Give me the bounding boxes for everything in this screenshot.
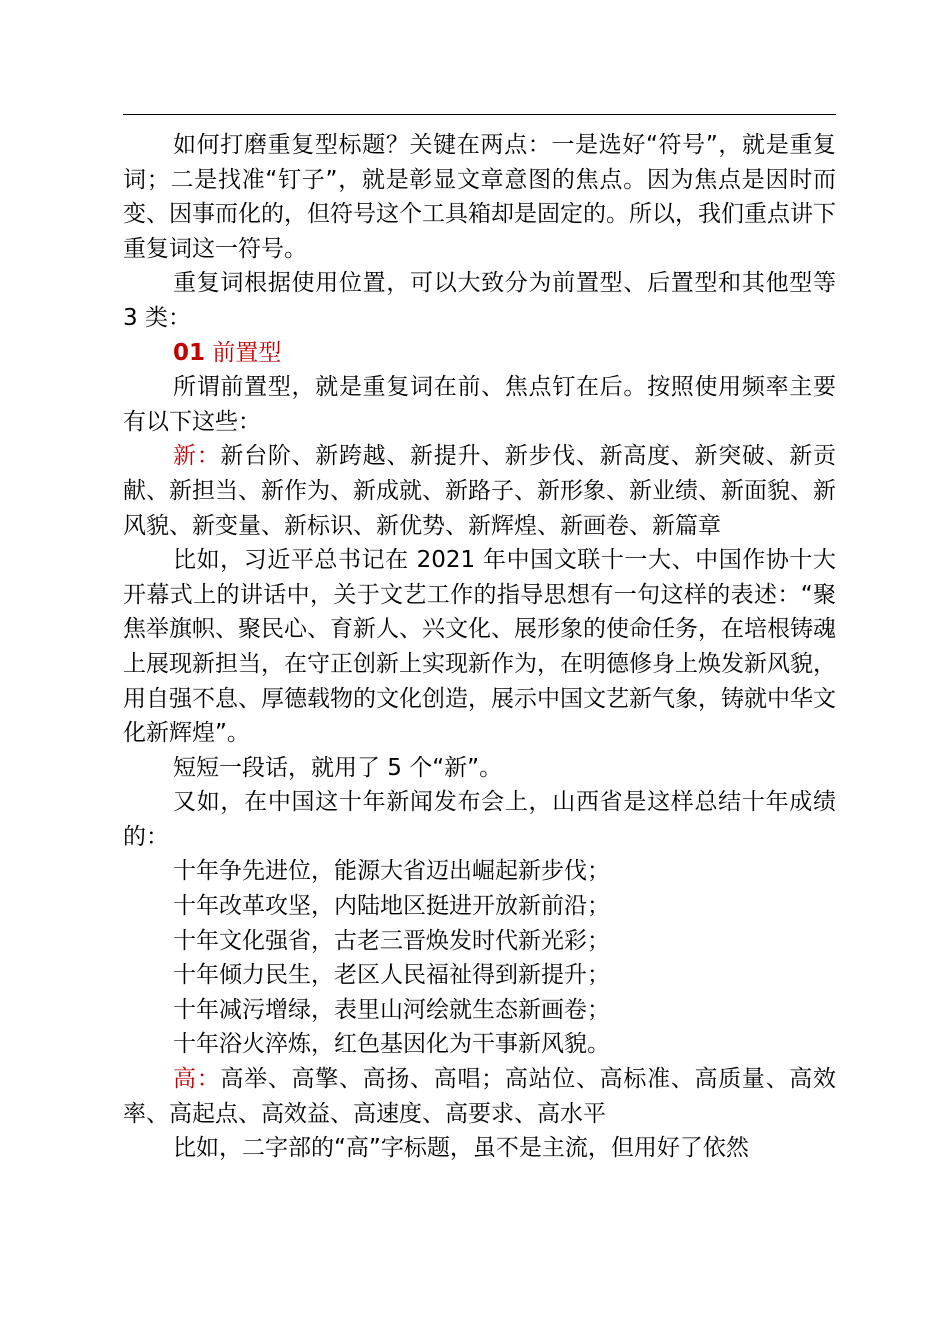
- new-terms-text: 新台阶、新跨越、新提升、新步伐、新高度、新突破、新贡献、新担当、新作为、新成就、新路子、新形象、新业绩、新面貌、新风貌、新变量、新标识、新优势、新辉煌、新画卷、新篇章: [123, 443, 837, 539]
- paragraph-categories: 重复词根据使用位置，可以大致分为前置型、后置型和其他型等 3 类：: [123, 270, 836, 331]
- paragraph-prefix-definition: 所谓前置型，就是重复词在前、焦点钉在后。按照使用频率主要有以下这些：: [123, 374, 836, 435]
- high-terms-list: [123, 1062, 836, 1131]
- new-terms-label: 新：: [173, 443, 221, 470]
- high-terms-label: 高：: [173, 1066, 221, 1093]
- paragraph-intro: 如何打磨重复型标题？关键在两点：一是选好“符号”，就是重复词；二是找准“钉子”，就是彰显文章意图的焦点。因为焦点是因时而变、因事而化的，但符号这个工具箱却是固定的。所以，我们重点讲下重复词这一符号。: [123, 132, 836, 262]
- high-terms-text: 高举、高擎、高扬、高唱；高站位、高标准、高质量、高效率、高起点、高效益、高速度、高要求、高水平: [123, 1066, 837, 1127]
- shanxi-line-1: 十年争先进位，能源大省迈出崛起新步伐；: [173, 858, 610, 885]
- section-heading-number: 01: [173, 339, 206, 366]
- section-heading: [123, 336, 836, 371]
- paragraph-example-shanxi: 又如，在中国这十年新闻发布会上，山西省是这样总结十年成绩的：: [123, 789, 836, 850]
- shanxi-line-5: 十年减污增绿，表里山河绘就生态新画卷；: [173, 996, 610, 1023]
- section-heading-text: 前置型: [212, 339, 282, 366]
- shanxi-line-6: 十年浴火淬炼，红色基因化为干事新风貌。: [173, 1031, 610, 1058]
- paragraph-example-speech: 比如，习近平总书记在 2021 年中国文联十一大、中国作协十大开幕式上的讲话中，关于文艺工作的指导思想有一句这样的表述：“聚焦举旗帜、聚民心、育新人、兴文化、展形象的使命任务，在培根铸魂上展现新担当，在守正创新上实现新作为，在明德修身上焕发新风貌，用自强不息、厚德载物的文化创造，展示中国文艺新气象，铸就中华文化新辉煌”。: [123, 547, 836, 747]
- paragraph-count-note: 短短一段话，就用了 5 个“新”。: [173, 754, 503, 781]
- new-terms-list: [123, 439, 836, 543]
- document-body: [123, 128, 836, 1166]
- shanxi-line-3: 十年文化强省，古老三晋焕发时代新光彩；: [173, 927, 610, 954]
- paragraph-high-example: 比如，二字部的“高”字标题，虽不是主流，但用好了依然: [173, 1135, 749, 1162]
- shanxi-line-2: 十年改革攻坚，内陆地区挺进开放新前沿；: [173, 893, 610, 920]
- header-rule: [123, 114, 836, 115]
- shanxi-line-4: 十年倾力民生，老区人民福祉得到新提升；: [173, 962, 610, 989]
